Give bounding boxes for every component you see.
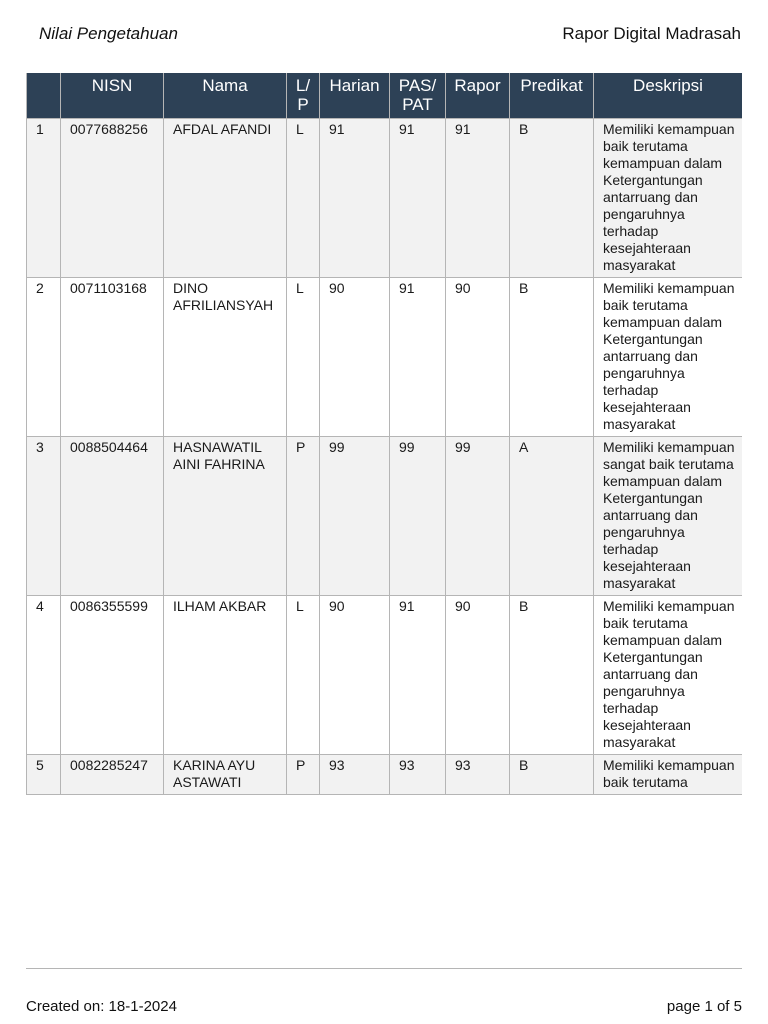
cell-pas-pat: 99 — [390, 437, 446, 596]
cell-deskripsi: Memiliki kemampuan baik terutama kemampuan dalam Ketergantungan antarruang dan pengaruhnya terhadap kesejahteraan masyarakat — [594, 278, 743, 437]
cell-lp: P — [287, 437, 320, 596]
col-header-nisn: NISN — [61, 73, 164, 119]
cell-pas-pat: 91 — [390, 596, 446, 755]
cell-rapor: 90 — [446, 278, 510, 437]
cell-no: 5 — [27, 755, 61, 795]
col-header-pas-pat: PAS/ PAT — [390, 73, 446, 119]
cell-harian: 99 — [320, 437, 390, 596]
cell-harian: 90 — [320, 596, 390, 755]
table-row — [27, 278, 743, 437]
col-header-nama: Nama — [164, 73, 287, 119]
cell-rapor: 90 — [446, 596, 510, 755]
cell-lp: L — [287, 119, 320, 278]
cell-pas-pat: 91 — [390, 278, 446, 437]
cell-nisn: 0077688256 — [61, 119, 164, 278]
cell-deskripsi: Memiliki kemampuan baik terutama kemampuan dalam Ketergantungan antarruang dan pengaruhnya terhadap kesejahteraan masyarakat — [594, 596, 743, 755]
cell-lp: L — [287, 596, 320, 755]
cell-no: 1 — [27, 119, 61, 278]
cell-rapor: 91 — [446, 119, 510, 278]
cell-predikat: B — [510, 596, 594, 755]
cell-predikat: B — [510, 119, 594, 278]
page-title: Nilai Pengetahuan — [39, 24, 178, 43]
col-header-harian: Harian — [320, 73, 390, 119]
cell-rapor: 99 — [446, 437, 510, 596]
cell-no: 3 — [27, 437, 61, 596]
cell-nama: HASNAWATIL AINI FAHRINA — [164, 437, 287, 596]
table-row — [27, 755, 743, 795]
cell-harian: 91 — [320, 119, 390, 278]
created-date: Created on: 18-1-2024 — [26, 998, 177, 1015]
cell-predikat: B — [510, 278, 594, 437]
cell-rapor: 93 — [446, 755, 510, 795]
grades-table — [26, 73, 742, 795]
cell-deskripsi: Memiliki kemampuan sangat baik terutama kemampuan dalam Ketergantungan antarruang dan pengaruhnya terhadap kesejahteraan masyarakat — [594, 437, 743, 596]
cell-harian: 93 — [320, 755, 390, 795]
cell-no: 4 — [27, 596, 61, 755]
cell-nisn: 0086355599 — [61, 596, 164, 755]
cell-nisn: 0071103168 — [61, 278, 164, 437]
cell-harian: 90 — [320, 278, 390, 437]
cell-pas-pat: 93 — [390, 755, 446, 795]
col-header-rapor: Rapor — [446, 73, 510, 119]
cell-nisn: 0082285247 — [61, 755, 164, 795]
cell-predikat: B — [510, 755, 594, 795]
col-header-deskripsi: Deskripsi — [594, 73, 743, 119]
cell-lp: P — [287, 755, 320, 795]
cell-nama: KARINA AYU ASTAWATI — [164, 755, 287, 795]
cell-pas-pat: 91 — [390, 119, 446, 278]
cell-predikat: A — [510, 437, 594, 596]
cell-no: 2 — [27, 278, 61, 437]
cell-deskripsi: Memiliki kemampuan baik terutama — [594, 755, 743, 795]
col-header-no — [27, 73, 61, 119]
table-row — [27, 437, 743, 596]
cell-nisn: 0088504464 — [61, 437, 164, 596]
cell-lp: L — [287, 278, 320, 437]
table-row — [27, 119, 743, 278]
table-row — [27, 596, 743, 755]
cell-nama: DINO AFRILIANSYAH — [164, 278, 287, 437]
grades-table-container — [26, 73, 742, 969]
document-source: Rapor Digital Madrasah — [562, 24, 741, 43]
cell-deskripsi: Memiliki kemampuan baik terutama kemampuan dalam Ketergantungan antarruang dan pengaruhnya terhadap kesejahteraan masyarakat — [594, 119, 743, 278]
page-indicator: page 1 of 5 — [666, 998, 742, 1015]
cell-nama: AFDAL AFANDI — [164, 119, 287, 278]
table-header-row — [27, 73, 743, 119]
col-header-lp: L/ P — [287, 73, 320, 119]
cell-nama: ILHAM AKBAR — [164, 596, 287, 755]
col-header-predikat: Predikat — [510, 73, 594, 119]
